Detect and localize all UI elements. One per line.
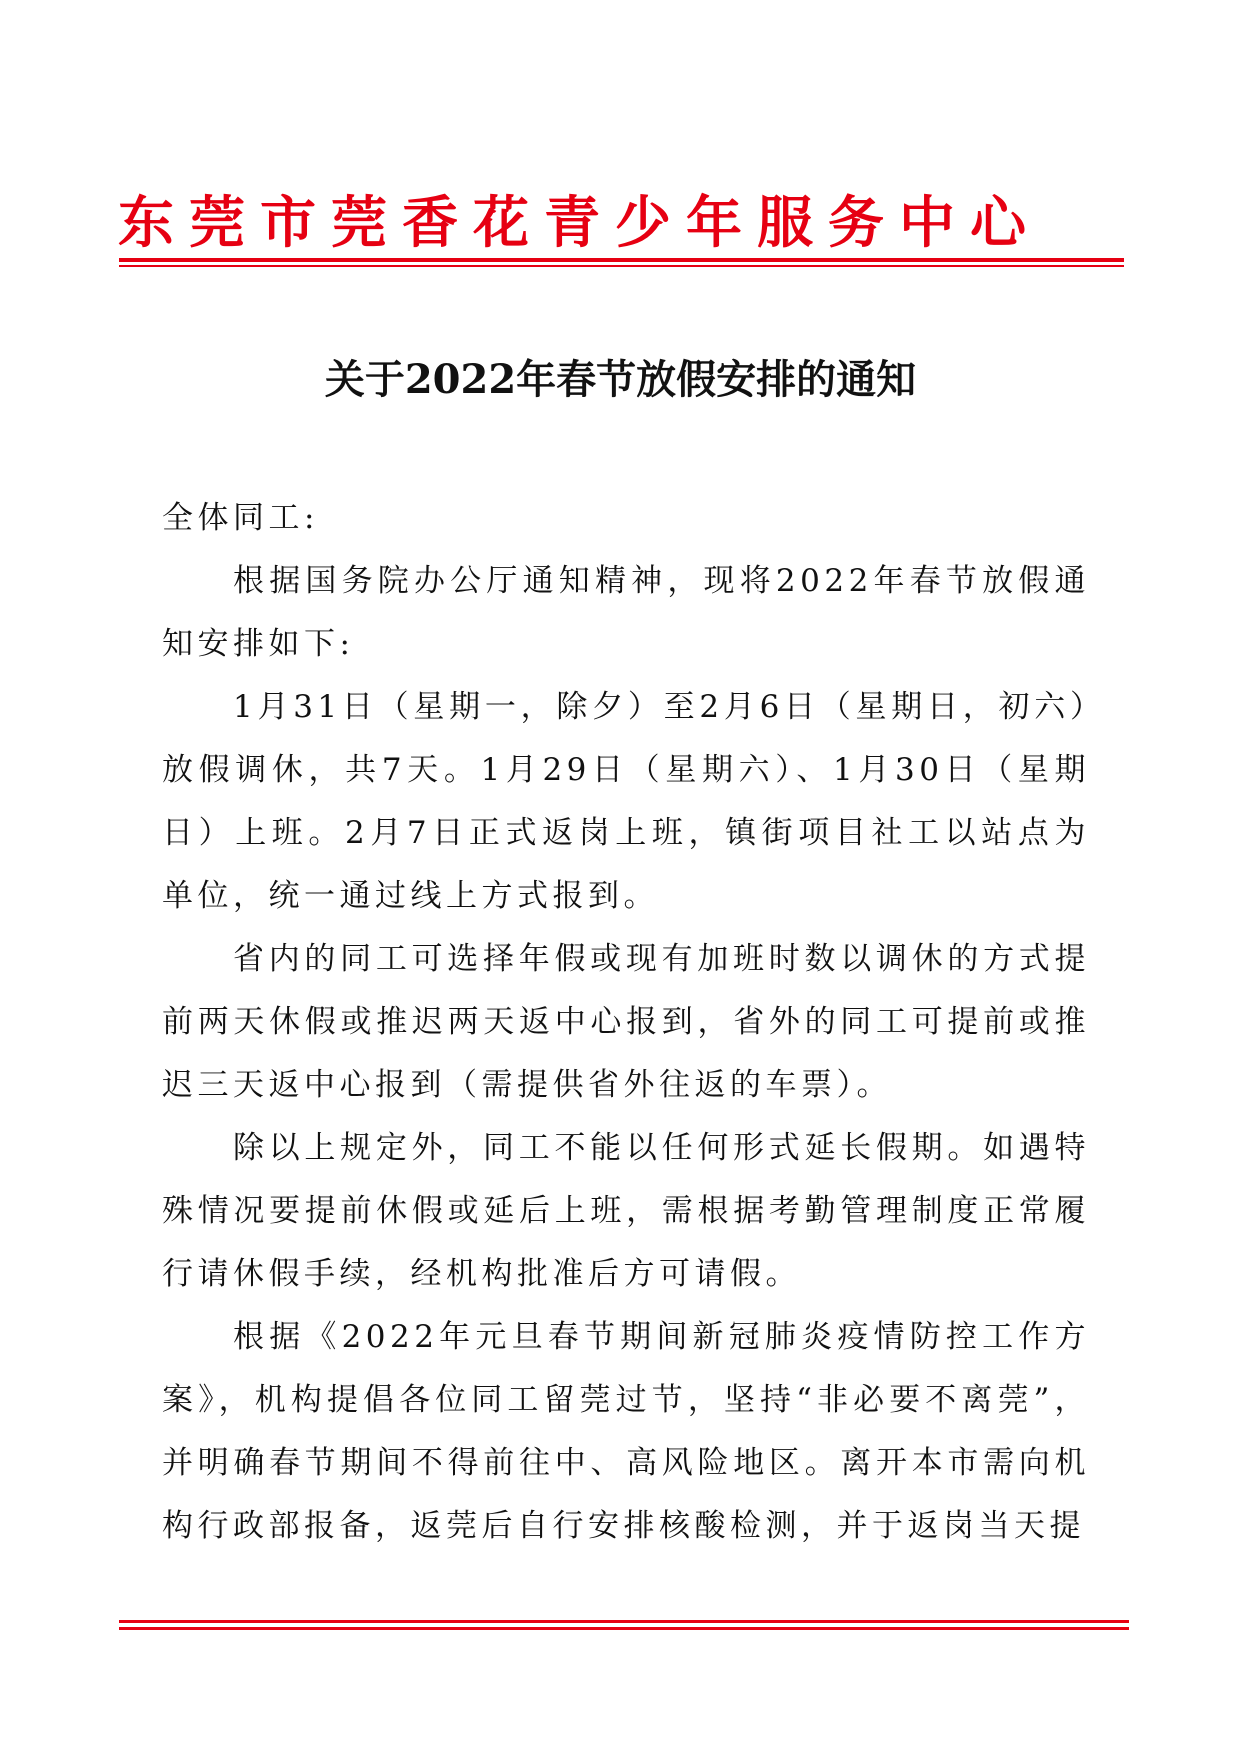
- header-rule-thin: [119, 265, 1124, 267]
- notice-title: 关于2022年春节放假安排的通知: [324, 356, 917, 403]
- header-rule-thick: [119, 258, 1124, 262]
- footer-rule-bottom: [119, 1627, 1129, 1630]
- footer-rule-top: [119, 1620, 1129, 1623]
- paragraph: 除以上规定外，同工不能以任何形式延长假期。如遇特殊情况要提前休假或延后上班，需根据考勤管理制度正常履行请休假手续，经机构批准后方可请假。: [162, 1130, 1090, 1292]
- notice-body: [162, 487, 1090, 1558]
- organization-name: 东莞市莞香花青少年服务中心: [118, 190, 1041, 256]
- paragraph: 1月31日（星期一，除夕）至2月6日（星期日，初六）放假调休，共7天。1月29日（星期六）、1月30日（星期日）上班。2月7日正式返岗上班，镇街项目社工以站点为单位，统一通过线上方式报到。: [162, 689, 1090, 914]
- paragraph: 省内的同工可选择年假或现有加班时数以调休的方式提前两天休假或推迟两天返中心报到，省外的同工可提前或推迟三天返中心报到（需提供省外往返的车票）。: [162, 941, 1090, 1103]
- paragraph: 根据《2022年元旦春节期间新冠肺炎疫情防控工作方案》，机构提倡各位同工留莞过节，坚持“非必要不离莞”，并明确春节期间不得前往中、高风险地区。离开本市需向机构行政部报备，返莞后自行安排核酸检测，并于返岗当天提: [162, 1319, 1090, 1544]
- paragraph: 根据国务院办公厅通知精神，现将2022年春节放假通知安排如下:: [162, 563, 1090, 662]
- salutation: 全体同工:: [162, 500, 319, 536]
